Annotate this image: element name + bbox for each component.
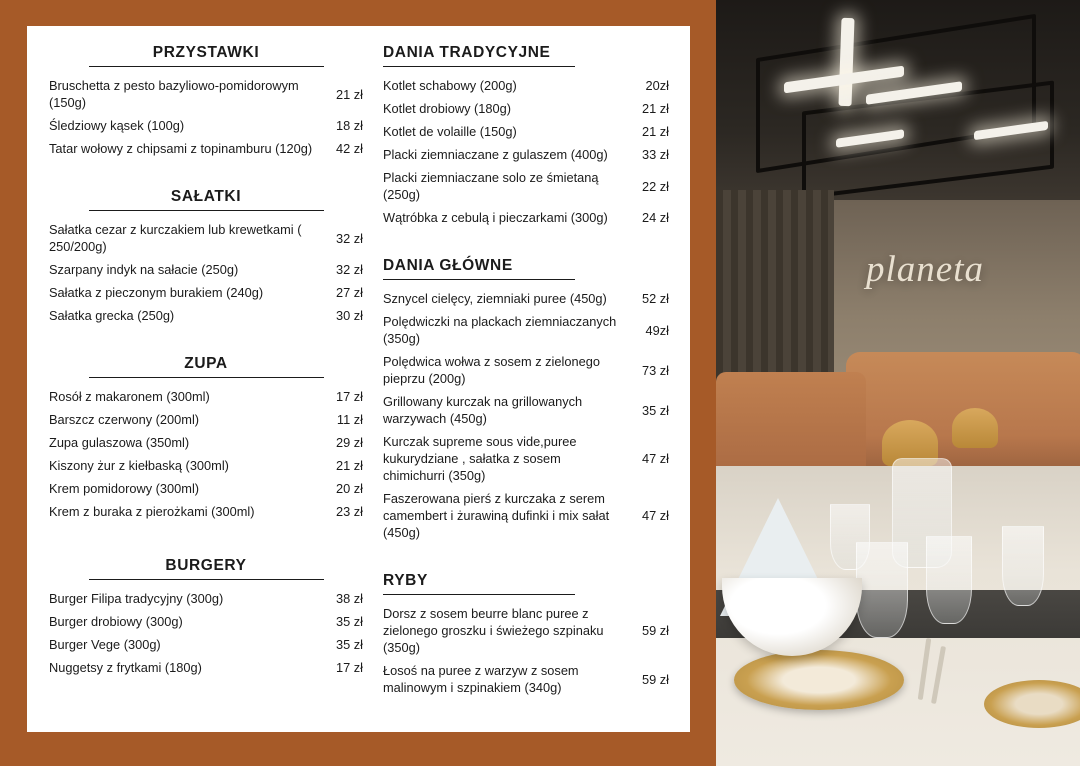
section-items xyxy=(49,587,363,679)
menu-item-name: Sałatka z pieczonym burakiem (240g) xyxy=(49,285,264,301)
menu-item-name: Krem pomidorowy (300ml) xyxy=(49,481,200,497)
menu-item-name: Placki ziemniaczane z gulaszem (400g) xyxy=(383,147,608,163)
menu-item xyxy=(49,258,363,281)
wine-glass xyxy=(856,542,908,638)
section-items xyxy=(383,602,669,699)
section-items xyxy=(49,385,363,523)
menu-item xyxy=(383,602,669,659)
menu-item xyxy=(49,633,363,656)
menu-item-price: 17 zł xyxy=(335,660,363,676)
menu-item-name: Kiszony żur z kiełbaską (300ml) xyxy=(49,458,229,474)
menu-item-price: 20 zł xyxy=(335,481,363,497)
section-burgery xyxy=(49,557,363,679)
menu-item-name: Kurczak supreme sous vide,puree kukurydziane , sałatka z sosem chimichurri (350g) xyxy=(383,434,577,484)
menu-item-price: 24 zł xyxy=(641,210,669,226)
menu-item-name: Placki ziemniaczane solo ze śmietaną (250g) xyxy=(383,170,599,203)
menu-item-name: Kotlet schabowy (200g) xyxy=(383,78,517,93)
section-items xyxy=(383,287,669,544)
section-ryby xyxy=(383,572,669,699)
menu-item xyxy=(49,587,363,610)
menu-item-price: 21 zł xyxy=(335,458,363,474)
menu-item xyxy=(383,120,669,143)
menu-item-name: Łosoś na puree z warzyw z sosem malinowym i szpinakiem (340g) xyxy=(383,663,579,696)
menu-item xyxy=(49,218,363,258)
wine-glass xyxy=(926,536,972,624)
menu-item xyxy=(49,610,363,633)
section-przystawki xyxy=(49,44,363,160)
section-items xyxy=(383,74,669,229)
section-title: PRZYSTAWKI xyxy=(89,44,324,67)
section-title: BURGERY xyxy=(89,557,324,580)
menu-item-name: Polędwiczki na plackach ziemniaczanych (350g) xyxy=(383,314,617,347)
table-lamp xyxy=(952,408,998,448)
menu-item-name: Krem z buraka z pierożkami (300ml) xyxy=(49,504,255,520)
menu-item-name: Sałatka grecka (250g) xyxy=(49,308,175,324)
menu-item xyxy=(383,390,669,430)
menu-item xyxy=(49,114,363,137)
menu-item-name: Burger Filipa tradycyjny (300g) xyxy=(49,591,224,607)
menu-item xyxy=(49,408,363,431)
menu-item xyxy=(49,281,363,304)
menu-item-price: 18 zł xyxy=(335,118,363,134)
spacer xyxy=(49,164,363,188)
menu-item-price: 11 zł xyxy=(336,412,363,428)
menu-item xyxy=(49,137,363,160)
menu-item-price: 20zł xyxy=(645,78,669,93)
section-title: DANIA TRADYCYJNE xyxy=(383,44,575,67)
section-dania-tradycyjne xyxy=(383,44,669,229)
menu-item-price: 17 zł xyxy=(335,389,363,405)
menu-item-price: 52 zł xyxy=(641,291,669,307)
menu-item-name: Polędwica wołwa z sosem z zielonego pieprzu (200g) xyxy=(383,354,600,387)
menu-item-price: 38 zł xyxy=(335,591,363,607)
menu-item-name: Sznycel cielęcy, ziemniaki puree (450g) xyxy=(383,291,607,307)
menu-item-name: Dorsz z sosem beurre blanc puree z zielonego groszku i świeżego szpinaku (350g) xyxy=(383,606,604,656)
menu-item-price: 47 zł xyxy=(641,451,669,467)
menu-item-name: Zupa gulaszowa (350ml) xyxy=(49,435,190,451)
menu-item-price: 35 zł xyxy=(335,637,363,653)
menu-item-name: Kotlet de volaille (150g) xyxy=(383,124,517,140)
section-title: RYBY xyxy=(383,572,575,595)
section-dania-glowne xyxy=(383,257,669,544)
menu-item-price: 35 zł xyxy=(641,402,669,418)
menu-item-price: 59 zł xyxy=(641,623,669,639)
menu-item-name: Śledziowy kąsek (100g) xyxy=(49,118,185,134)
menu-item-name: Rosół z makaronem (300ml) xyxy=(49,389,210,405)
menu-item xyxy=(383,487,669,544)
menu-item xyxy=(49,431,363,454)
menu-item-price: 42 zł xyxy=(335,141,363,157)
menu-item-price: 30 zł xyxy=(335,308,363,324)
menu-item-price: 22 zł xyxy=(641,178,669,194)
menu-item xyxy=(383,166,669,206)
section-items xyxy=(49,218,363,327)
menu-item xyxy=(49,304,363,327)
menu-column-right xyxy=(369,44,669,722)
menu-item xyxy=(383,310,669,350)
menu-item-name: Szarpany indyk na sałacie (250g) xyxy=(49,262,239,278)
charger-plate xyxy=(734,650,904,710)
menu-item-name: Tatar wołowy z chipsami z topinamburu (120g) xyxy=(49,141,313,157)
section-salatki xyxy=(49,188,363,327)
menu-item-name: Burger Vege (300g) xyxy=(49,637,161,653)
section-title: ZUPA xyxy=(89,355,324,378)
menu-item xyxy=(383,206,669,229)
menu-item xyxy=(49,454,363,477)
menu-item-price: 59 zł xyxy=(641,671,669,687)
menu-item-price: 21 zł xyxy=(641,101,669,117)
menu-card xyxy=(27,26,690,732)
menu-item xyxy=(383,350,669,390)
menu-item xyxy=(49,385,363,408)
menu-item xyxy=(49,500,363,523)
restaurant-photo xyxy=(716,0,1080,766)
menu-item-price: 35 zł xyxy=(335,614,363,630)
menu-item-name: Faszerowana pierś z kurczaka z serem camembert i żurawiną dufinki i mix sałat (450g) xyxy=(383,491,610,541)
menu-item-price: 47 zł xyxy=(641,508,669,524)
menu-item xyxy=(383,659,669,699)
menu-item-price: 23 zł xyxy=(335,504,363,520)
menu-item xyxy=(49,74,363,114)
wine-glass xyxy=(1002,526,1044,606)
menu-item xyxy=(383,287,669,310)
spacer xyxy=(383,548,669,572)
menu-item-name: Nuggetsy z frytkami (180g) xyxy=(49,660,202,676)
menu-item xyxy=(49,656,363,679)
menu-item-name: Sałatka cezar z kurczakiem lub krewetkami ( 250/200g) xyxy=(49,222,302,255)
menu-item-price: 33 zł xyxy=(641,147,669,163)
spacer xyxy=(49,331,363,355)
section-title: SAŁATKI xyxy=(89,188,324,211)
spacer xyxy=(383,233,669,257)
section-zupa xyxy=(49,355,363,523)
spacer xyxy=(49,527,363,557)
menu-item-price: 32 zł xyxy=(335,230,363,246)
menu-item-price: 49zł xyxy=(645,322,669,338)
menu-item xyxy=(383,143,669,166)
menu-item xyxy=(383,97,669,120)
menu-column-left xyxy=(49,44,369,722)
menu-item-name: Grillowany kurczak na grillowanych warzywach (450g) xyxy=(383,394,583,427)
menu-item-price: 27 zł xyxy=(335,285,363,301)
menu-item-name: Burger drobiowy (300g) xyxy=(49,614,183,630)
menu-item-name: Barszcz czerwony (200ml) xyxy=(49,412,200,428)
menu-item xyxy=(383,74,669,97)
menu-item xyxy=(383,430,669,487)
restaurant-brand-sign: planeta xyxy=(866,249,984,290)
menu-columns xyxy=(27,26,690,732)
menu-item-name: Kotlet drobiowy (180g) xyxy=(383,101,512,117)
menu-item-price: 21 zł xyxy=(335,86,363,102)
menu-item-name: Wątróbka z cebulą i pieczarkami (300g) xyxy=(383,210,608,226)
menu-item-price: 73 zł xyxy=(641,362,669,378)
menu-item-name: Bruschetta z pesto bazyliowo-pomidorowym (150g) xyxy=(49,78,299,111)
menu-item-price: 21 zł xyxy=(641,124,669,140)
section-items xyxy=(49,74,363,160)
section-title: DANIA GŁÓWNE xyxy=(383,257,575,280)
menu-item xyxy=(49,477,363,500)
menu-item-price: 32 zł xyxy=(335,262,363,278)
menu-item-price: 29 zł xyxy=(335,435,363,451)
